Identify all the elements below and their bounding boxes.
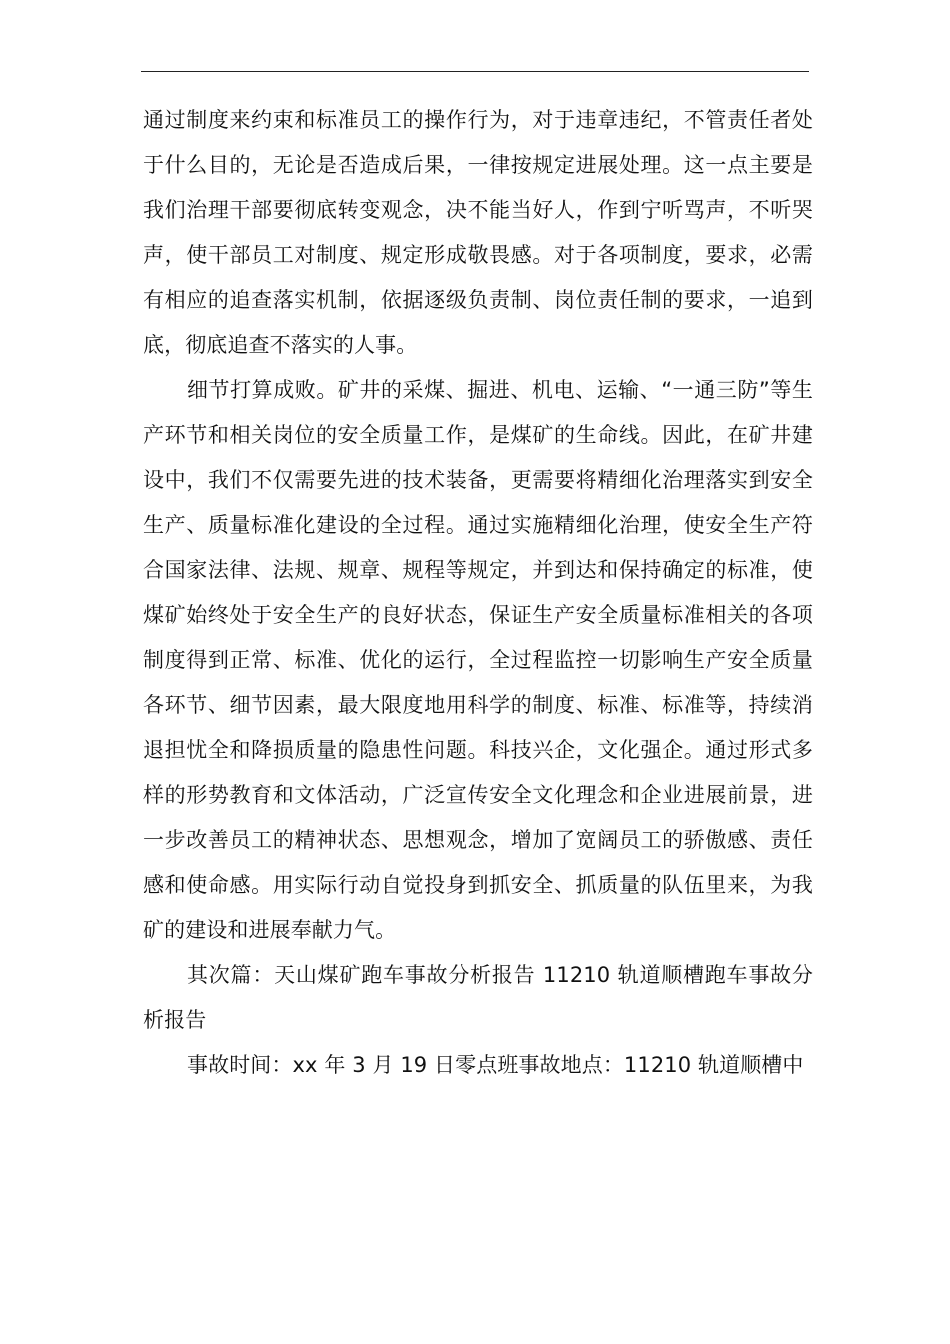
paragraph-accident-time-location: 事故时间：xx 年 3 月 19 日零点班事故地点：11210 轨道顺槽中 xyxy=(187,1053,804,1077)
paragraph-details-decide-success: 细节打算成败。矿井的采煤、掘进、机电、运输、“一通三防”等生产环节和相关岗位的安全质量工作，是煤矿的生命线。因此，在矿井建设中，我们不仅需要先进的技术装备，更需要将精细化治理落实到安全生产、质量标准化建设的全过程。通过实施精细化治理，使安全生产符合国家法律、法规、规章、规程等规定，并到达和保持确定的标准，使煤矿始终处于安全生产的良好状态，保证生产安全质量标准相关的各项制度得到正常、标准、优化的运行，全过程监控一切影响生产安全质量各环节、细节因素，最大限度地用科学的制度、标准、标准等，持续消退担忧全和降损质量的隐患性问题。科技兴企，文化强企。通过形式多样的形势教育和文体活动，广泛宣传安全文化理念和企业进展前景，进一步改善员工的精神状态、思想观念，增加了宽阔员工的骄傲感、责任感和使命感。用实际行动自觉投身到抓安全、抓质量的队伍里来，为我矿的建设和进展奉献力气。 xyxy=(143,378,813,942)
document-body xyxy=(143,98,813,1088)
paragraph-regulation-enforcement: 通过制度来约束和标准员工的操作行为，对于违章违纪，不管责任者处于什么目的，无论是否造成后果，一律按规定进展处理。这一点主要是我们治理干部要彻底转变观念，决不能当好人，作到宁听骂声，不听哭声，使干部员工对制度、规定形成敬畏感。对于各项制度，要求，必需有相应的追查落实机制，依据逐级负责制、岗位责任制的要求，一追到底，彻底追查不落实的人事。 xyxy=(143,108,813,357)
header-divider xyxy=(141,71,809,72)
paragraph-second-article-title: 其次篇：天山煤矿跑车事故分析报告 11210 轨道顺槽跑车事故分析报告 xyxy=(143,963,813,1032)
